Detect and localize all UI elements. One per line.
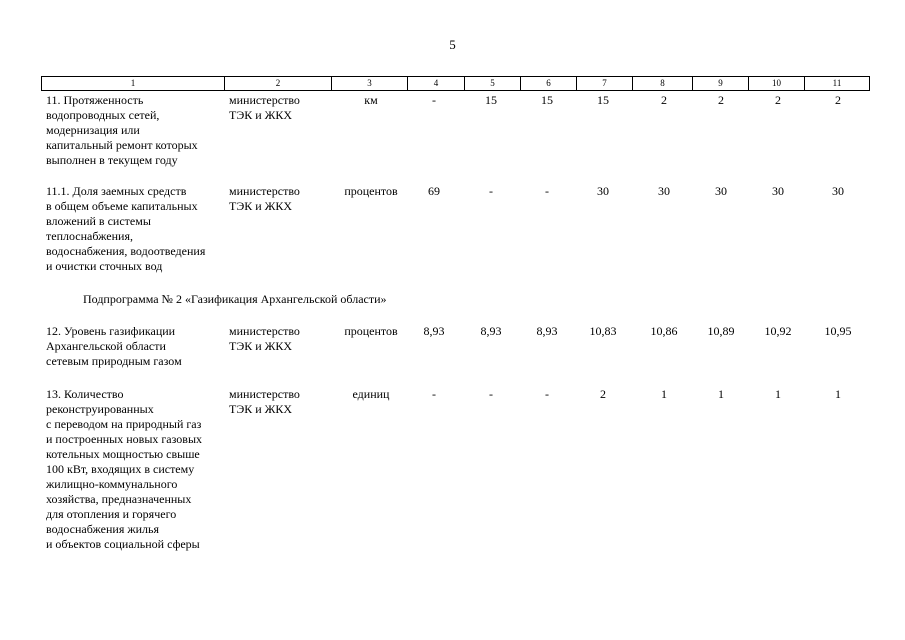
value-cell: 2 <box>661 93 667 107</box>
value-cell: 69 <box>428 184 440 198</box>
value-cell: 15 <box>597 93 609 107</box>
value-cell: 2 <box>775 93 781 107</box>
value-cell: - <box>545 387 549 401</box>
value-cell: - <box>489 387 493 401</box>
value-cell: 2 <box>718 93 724 107</box>
subprogram-title: Подпрограмма № 2 «Газификация Архангельской области» <box>83 292 387 306</box>
value-cell: 30 <box>832 184 844 198</box>
column-number: 2 <box>225 77 332 91</box>
column-number-header <box>41 76 870 91</box>
value-cell: 30 <box>715 184 727 198</box>
value-cell: 10,86 <box>650 324 678 338</box>
value-cell: 30 <box>772 184 784 198</box>
column-number: 5 <box>465 77 521 91</box>
unit: единиц <box>352 387 390 401</box>
column-number: 9 <box>693 77 749 91</box>
column-number: 1 <box>42 77 225 91</box>
column-number: 8 <box>633 77 693 91</box>
value-cell: 1 <box>661 387 667 401</box>
value-cell: 1 <box>775 387 781 401</box>
column-number: 6 <box>521 77 577 91</box>
value-cell: 8,93 <box>423 324 445 338</box>
column-number: 4 <box>408 77 465 91</box>
page-number: 5 <box>449 37 456 52</box>
value-cell: - <box>545 184 549 198</box>
indicator-name: 11.1. Доля заемных средств в общем объеме капитальных вложений в системы теплоснабжения, водоснабжения, водоотведения и очистки сточных вод <box>46 184 206 273</box>
unit: процентов <box>344 184 398 198</box>
column-number: 7 <box>577 77 633 91</box>
responsible-ministry: министерство ТЭК и ЖКХ <box>229 184 300 213</box>
responsible-ministry: министерство ТЭК и ЖКХ <box>229 324 300 353</box>
column-number: 3 <box>332 77 408 91</box>
value-cell: 1 <box>718 387 724 401</box>
column-number: 11 <box>805 77 870 91</box>
value-cell: 15 <box>485 93 497 107</box>
responsible-ministry: министерство ТЭК и ЖКХ <box>229 387 300 416</box>
value-cell: 2 <box>600 387 606 401</box>
value-cell: 10,92 <box>764 324 792 338</box>
column-number: 10 <box>749 77 805 91</box>
value-cell: - <box>432 387 436 401</box>
value-cell: 30 <box>597 184 609 198</box>
indicator-name: 11. Протяженность водопроводных сетей, модернизация или капитальный ремонт которых выполнен в текущем году <box>46 93 198 167</box>
value-cell: 8,93 <box>480 324 502 338</box>
value-cell: 2 <box>835 93 841 107</box>
responsible-ministry: министерство ТЭК и ЖКХ <box>229 93 300 122</box>
value-cell: 15 <box>541 93 553 107</box>
value-cell: 30 <box>658 184 670 198</box>
value-cell: 10,95 <box>824 324 852 338</box>
value-cell: 10,89 <box>707 324 735 338</box>
value-cell: - <box>489 184 493 198</box>
value-cell: 10,83 <box>589 324 617 338</box>
value-cell: 1 <box>835 387 841 401</box>
unit: процентов <box>344 324 398 338</box>
indicator-name: 13. Количество реконструированных с переводом на природный газ и построенных новых газовых котельных мощностью свыше 100 кВт, входящих в систему жилищно-коммунального хозяйства, предназначенных для отопления и горячего водоснабжения жилья и объектов социальной сферы <box>46 387 203 551</box>
indicator-name: 12. Уровень газификации Архангельской области сетевым природным газом <box>46 324 182 368</box>
value-cell: 8,93 <box>536 324 558 338</box>
value-cell: - <box>432 93 436 107</box>
unit: км <box>364 93 378 107</box>
